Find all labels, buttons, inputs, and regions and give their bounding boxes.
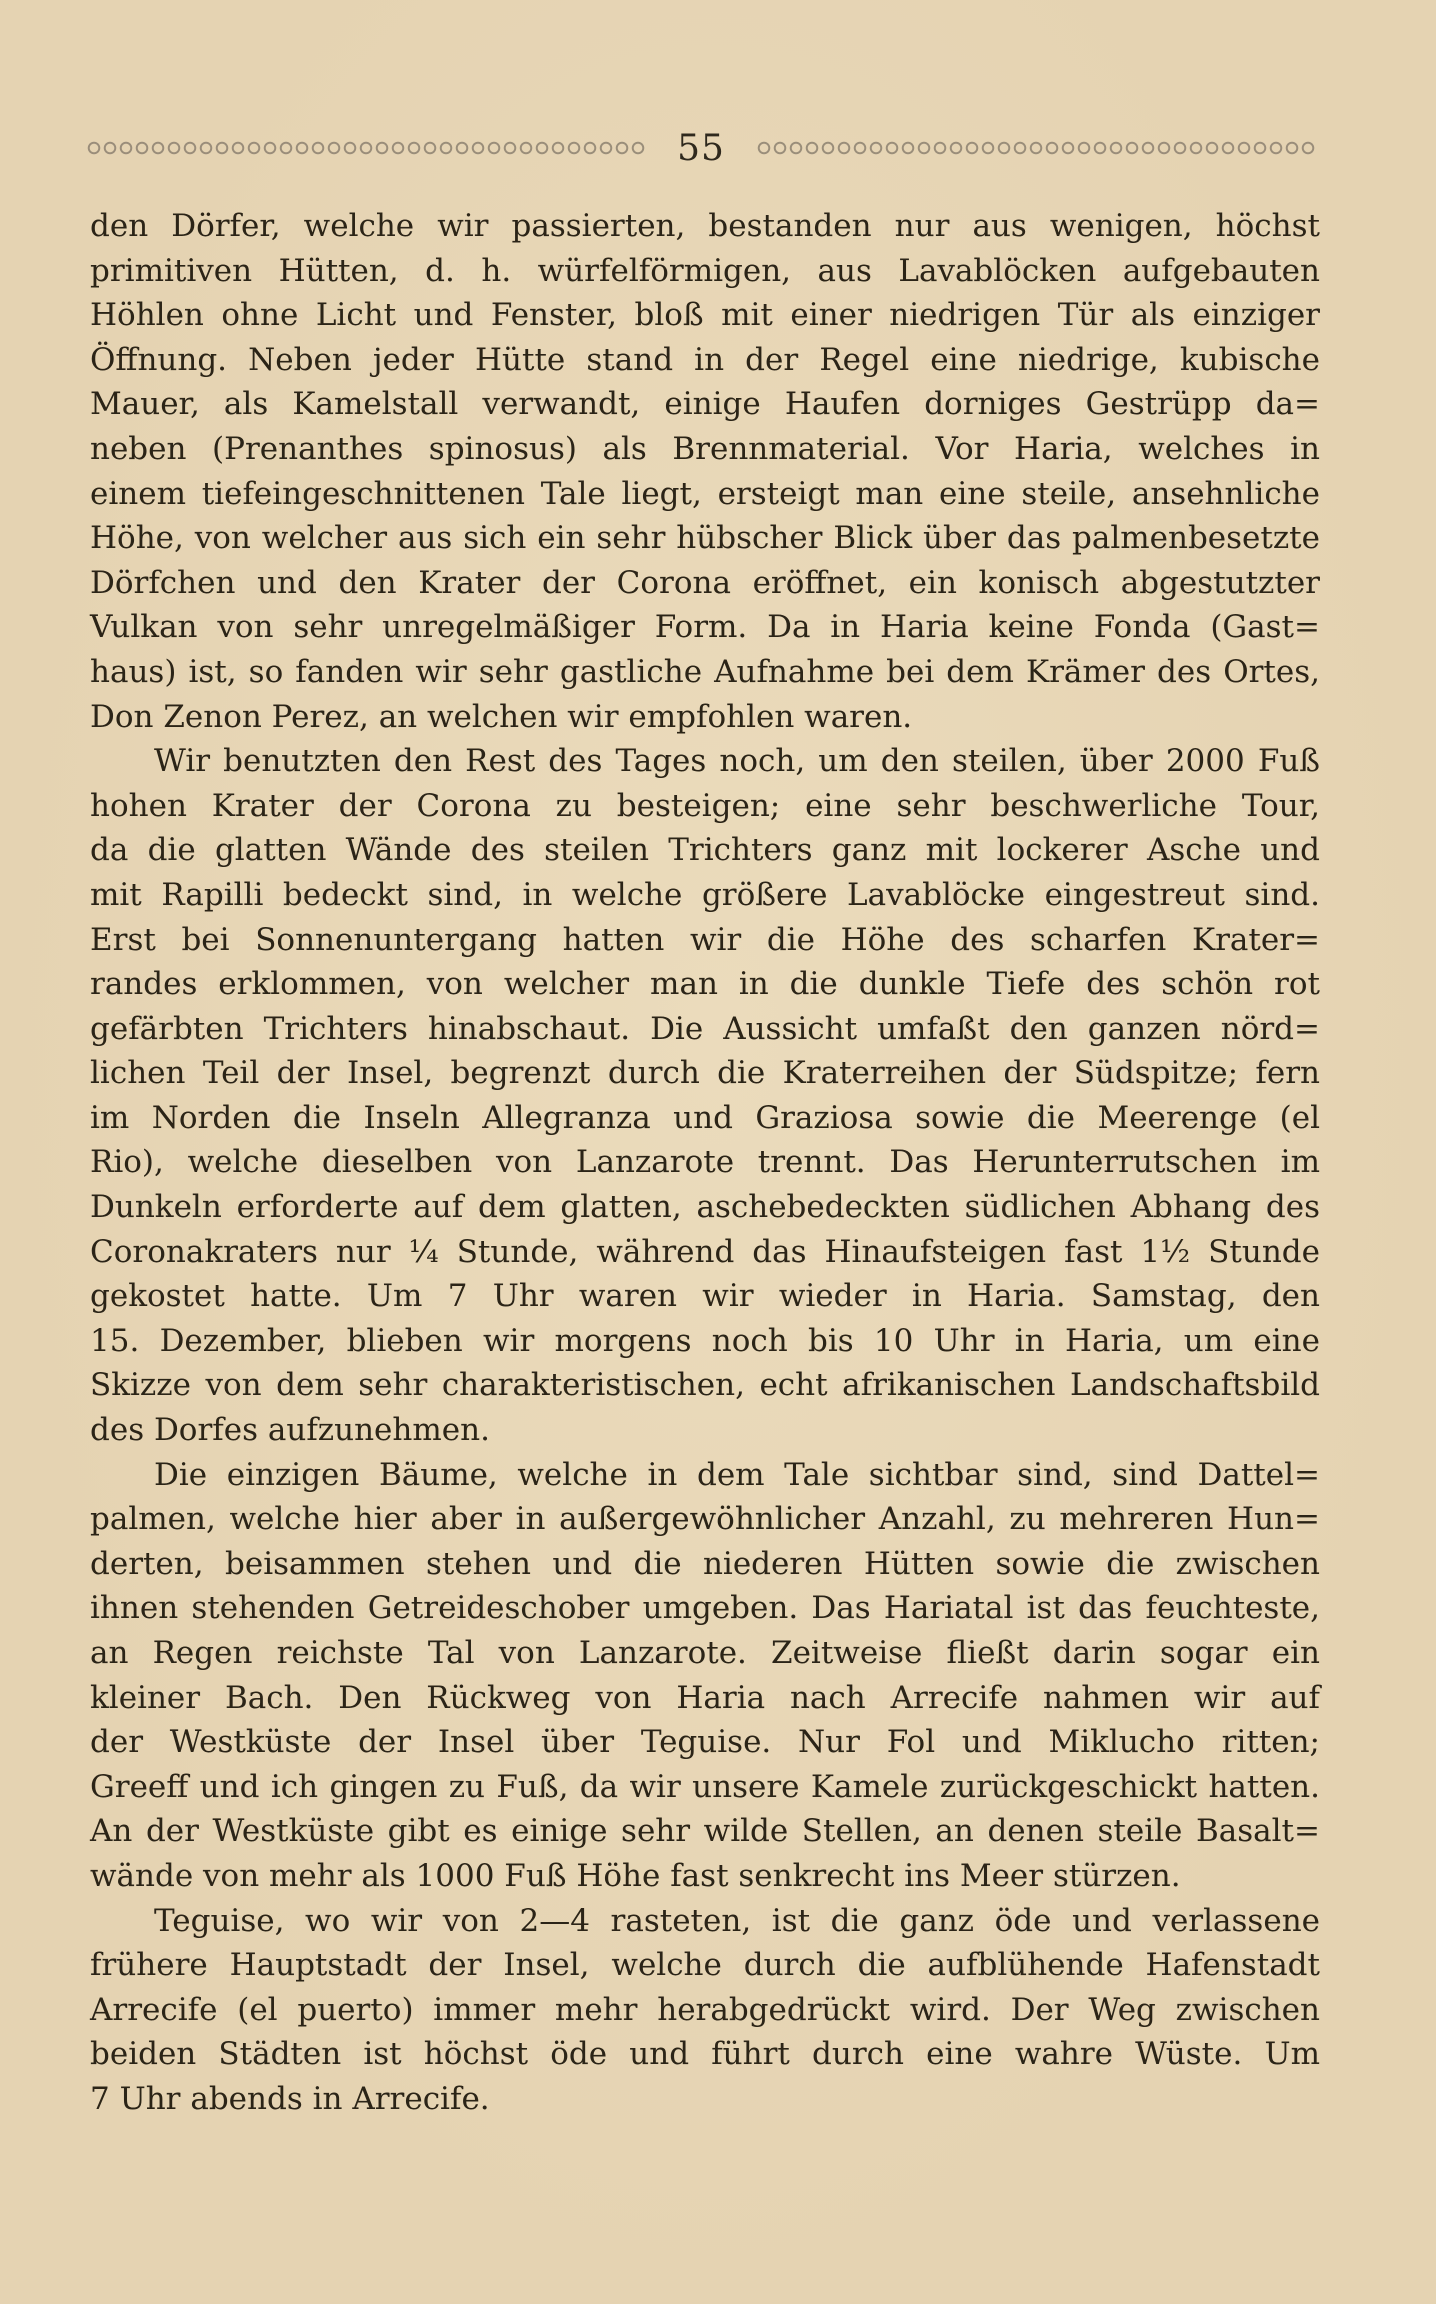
text-line: gefärbten Trichters hinabschaut. Die Aussicht umfaßt den ganzen nörd= bbox=[90, 1010, 1320, 1047]
text-line: kleiner Bach. Den Rückweg von Haria nach Arrecife nahmen wir auf bbox=[90, 1679, 1320, 1716]
text-line: Die einzigen Bäume, welche in dem Tale sichtbar sind, sind Dattel= bbox=[154, 1456, 1320, 1493]
text-line: im Norden die Inseln Allegranza und Graziosa sowie die Meerenge (el bbox=[90, 1099, 1320, 1136]
page-header bbox=[86, 118, 1316, 178]
text-line: wände von mehr als 1000 Fuß Höhe fast senkrecht ins Meer stürzen. bbox=[90, 1857, 1181, 1894]
text-line: beiden Städten ist höchst öde und führt durch eine wahre Wüste. Um bbox=[90, 2036, 1320, 2073]
text-line: derten, beisammen stehen und die niederen Hütten sowie die zwischen bbox=[90, 1545, 1320, 1582]
text-line: haus) ist, so fanden wir sehr gastliche Aufnahme bei dem Krämer des Ortes, bbox=[90, 653, 1320, 690]
right-ornament-rule bbox=[756, 137, 1316, 159]
text-line: Höhlen ohne Licht und Fenster, bloß mit einer niedrigen Tür als einziger bbox=[90, 297, 1320, 334]
left-ornament-rule bbox=[86, 137, 646, 159]
text-line: 15. Dezember, blieben wir morgens noch bis 10 Uhr in Haria, um eine bbox=[90, 1322, 1320, 1359]
body-text bbox=[90, 204, 1320, 2144]
text-line: lichen Teil der Insel, begrenzt durch die Kraterreihen der Südspitze; fern bbox=[90, 1055, 1320, 1092]
text-line: Wir benutzten den Rest des Tages noch, um den steilen, über 2000 Fuß bbox=[154, 743, 1320, 780]
text-line: hohen Krater der Corona zu besteigen; eine sehr beschwerliche Tour, bbox=[90, 787, 1320, 824]
text-line: gekostet hatte. Um 7 Uhr waren wir wieder in Haria. Samstag, den bbox=[90, 1278, 1320, 1315]
text-line: Dörfchen und den Krater der Corona eröffnet, ein konisch abgestutzter bbox=[90, 564, 1320, 601]
text-line: einem tiefeingeschnittenen Tale liegt, ersteigt man eine steile, ansehnliche bbox=[90, 475, 1320, 512]
text-line: den Dörfer, welche wir passierten, bestanden nur aus wenigen, höchst bbox=[90, 208, 1320, 244]
text-line: Don Zenon Perez, an welchen wir empfohlen waren. bbox=[90, 698, 913, 735]
text-line: Greeff und ich gingen zu Fuß, da wir unsere Kamele zurückgeschickt hatten. bbox=[90, 1768, 1320, 1805]
text-line: des Dorfes aufzunehmen. bbox=[90, 1412, 490, 1449]
text-line: an Regen reichste Tal von Lanzarote. Zeitweise fließt darin sogar ein bbox=[90, 1635, 1320, 1671]
text-line: frühere Hauptstadt der Insel, welche durch die aufblühende Hafenstadt bbox=[90, 1947, 1320, 1984]
text-line: Erst bei Sonnenuntergang hatten wir die Höhe des scharfen Krater= bbox=[90, 921, 1320, 958]
text-line: Mauer, als Kamelstall verwandt, einige Haufen dorniges Gestrüpp da= bbox=[90, 386, 1320, 423]
text-line: Öffnung. Neben jeder Hütte stand in der Regel eine niedrige, kubische bbox=[90, 341, 1320, 378]
text-line: Vulkan von sehr unregelmäßiger Form. Da in Haria keine Fonda (Gast= bbox=[90, 609, 1320, 646]
text-line: Teguise, wo wir von 2—4 rasteten, ist die ganz öde und verlassene bbox=[154, 1902, 1320, 1939]
text-line: ihnen stehenden Getreideschober umgeben. Das Hariatal ist das feuchteste, bbox=[90, 1590, 1320, 1627]
text-line: mit Rapilli bedeckt sind, in welche größere Lavablöcke eingestreut sind. bbox=[90, 876, 1320, 913]
text-line: palmen, welche hier aber in außergewöhnlicher Anzahl, zu mehreren Hun= bbox=[90, 1501, 1320, 1538]
text-line: Dunkeln erforderte auf dem glatten, aschebedeckten südlichen Abhang des bbox=[90, 1189, 1320, 1226]
text-line: An der Westküste gibt es einige sehr wilde Stellen, an denen steile Basalt= bbox=[90, 1813, 1320, 1850]
page-number: 55 bbox=[677, 127, 725, 169]
text-line: neben (Prenanthes spinosus) als Brennmaterial. Vor Haria, welches in bbox=[90, 430, 1320, 467]
text-line: primitiven Hütten, d. h. würfelförmigen, aus Lavablöcken aufgebauten bbox=[90, 252, 1320, 289]
text-line: 7 Uhr abends in Arrecife. bbox=[90, 2080, 490, 2117]
text-line: Rio), welche dieselben von Lanzarote trennt. Das Herunterrutschen im bbox=[90, 1144, 1320, 1181]
text-line: Skizze von dem sehr charakteristischen, echt afrikanischen Landschaftsbild bbox=[90, 1367, 1320, 1404]
text-line: der Westküste der Insel über Teguise. Nur Fol und Miklucho ritten; bbox=[90, 1724, 1320, 1761]
text-line: randes erklommen, von welcher man in die dunkle Tiefe des schön rot bbox=[90, 966, 1320, 1003]
text-line: Arrecife (el puerto) immer mehr herabgedrückt wird. Der Weg zwischen bbox=[90, 1991, 1320, 2028]
text-line: Coronakraters nur ¼ Stunde, während das Hinaufsteigen fast 1½ Stunde bbox=[90, 1233, 1320, 1270]
text-line: da die glatten Wände des steilen Trichters ganz mit lockerer Asche und bbox=[90, 832, 1320, 869]
text-line: Höhe, von welcher aus sich ein sehr hübscher Blick über das palmenbesetzte bbox=[90, 520, 1320, 557]
